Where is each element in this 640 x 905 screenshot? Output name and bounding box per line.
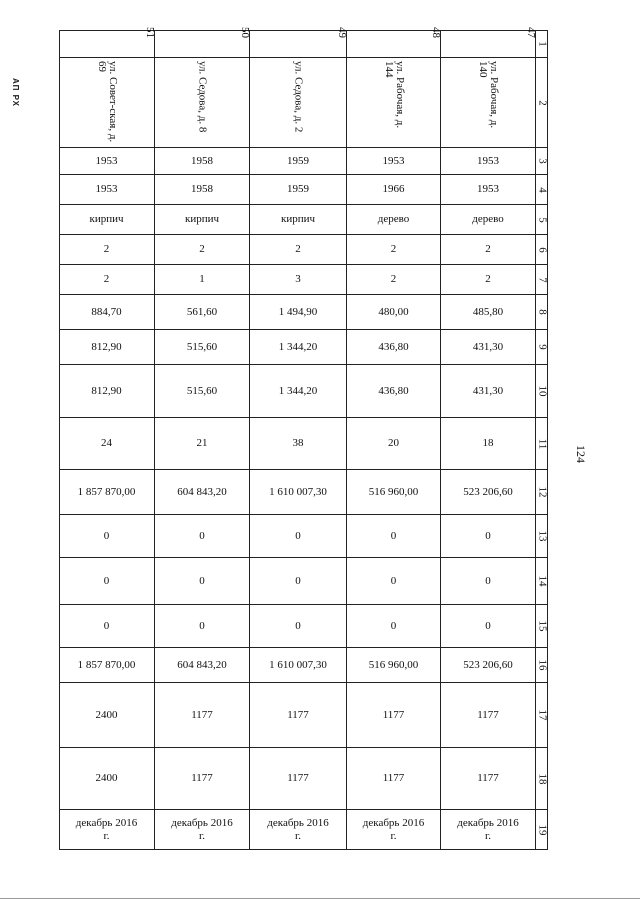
cell-value: 0 <box>103 529 110 542</box>
cell-value: дерево <box>472 213 504 225</box>
table-cell <box>347 175 441 205</box>
cell-value: 0 <box>295 619 301 632</box>
table-cell <box>347 330 441 365</box>
building-number: 48 <box>430 27 442 38</box>
table-cell <box>441 330 536 365</box>
cell-value: декабрь 2016 г. <box>362 816 425 842</box>
cell-value: 1953 <box>95 154 118 167</box>
table-cell <box>347 748 441 810</box>
table-cell <box>59 295 155 330</box>
column-number: 4 <box>536 186 548 193</box>
column-number-cell <box>536 748 548 810</box>
building-number: 47 <box>525 27 537 38</box>
table-cell <box>59 558 155 605</box>
cell-value: 0 <box>295 529 301 542</box>
building-address-cell <box>59 58 155 148</box>
cell-value: 516 960,00 <box>368 658 419 671</box>
table-cell <box>250 748 347 810</box>
building-address-cell <box>250 58 347 148</box>
table-cell <box>347 418 441 470</box>
table-cell <box>155 175 250 205</box>
cell-value: 1966 <box>382 183 405 195</box>
building-number-cell <box>250 27 348 58</box>
cell-value: 523 206,60 <box>463 485 513 498</box>
table-cell <box>250 648 347 683</box>
building-number-cell <box>441 27 537 58</box>
cell-value: 2 <box>295 243 301 255</box>
column-number: 3 <box>536 158 548 164</box>
column-number: 15 <box>536 620 548 632</box>
building-number: 51 <box>144 27 156 38</box>
building-number: 50 <box>239 27 251 38</box>
table-cell <box>347 515 441 558</box>
cell-value: 480,00 <box>378 305 409 318</box>
cell-value: 436,80 <box>378 384 409 397</box>
cell-value: 1 857 870,00 <box>77 485 136 498</box>
cell-value: 1958 <box>191 183 213 195</box>
cell-value: 20 <box>388 437 399 449</box>
table-cell <box>59 748 155 810</box>
table-cell <box>347 810 441 850</box>
cell-value: 1 610 007,30 <box>269 658 327 671</box>
table-cell <box>347 683 441 748</box>
cell-value: 2 <box>485 273 491 285</box>
column-number-cell <box>536 265 548 295</box>
column-number-cell <box>536 58 548 148</box>
cell-value: 1 494,90 <box>278 305 318 318</box>
table-cell <box>155 235 250 265</box>
cell-value: 431,30 <box>472 340 504 353</box>
table-cell <box>155 330 250 365</box>
cell-value: кирпич <box>89 213 124 225</box>
cell-value: 0 <box>485 619 491 632</box>
column-number: 11 <box>536 438 548 449</box>
building-number-cell <box>155 27 251 58</box>
table-cell <box>155 515 250 558</box>
table-cell <box>59 683 155 748</box>
table-cell <box>59 470 155 515</box>
cell-value: 812,90 <box>91 384 122 397</box>
column-number-cell <box>536 148 548 175</box>
table-cell <box>59 605 155 648</box>
table-cell <box>155 683 250 748</box>
table-cell <box>441 683 536 748</box>
cell-value: 884,70 <box>91 305 122 318</box>
table-cell <box>347 235 441 265</box>
cell-value: дерево <box>377 213 410 225</box>
table-cell <box>250 235 347 265</box>
cell-value: 1 344,20 <box>278 384 318 397</box>
column-number: 18 <box>536 773 548 784</box>
table-cell <box>250 148 347 175</box>
table-cell <box>441 418 536 470</box>
table-cell <box>347 148 441 175</box>
cell-value: 523 206,60 <box>463 658 513 671</box>
cell-value: 0 <box>485 529 491 542</box>
cell-value: 0 <box>390 529 397 542</box>
cell-value: 1953 <box>477 183 499 195</box>
table-cell <box>59 235 155 265</box>
cell-value: 0 <box>199 619 205 632</box>
table-cell <box>250 605 347 648</box>
column-number: 7 <box>536 276 548 283</box>
cell-value: 1 <box>199 273 205 285</box>
table-cell <box>59 148 155 175</box>
table-cell <box>347 558 441 605</box>
table-cell <box>155 558 250 605</box>
table-cell <box>250 470 347 515</box>
column-number: 8 <box>536 309 548 315</box>
cell-value: 2400 <box>95 772 118 784</box>
column-number-cell <box>536 683 548 748</box>
cell-value: 1953 <box>95 183 118 195</box>
column-number-cell <box>536 30 548 58</box>
cell-value: 0 <box>199 574 205 587</box>
column-number-cell <box>536 470 548 515</box>
table-cell <box>441 148 536 175</box>
table-cell <box>441 648 536 683</box>
table-cell <box>441 265 536 295</box>
table-cell <box>155 605 250 648</box>
building-number: 49 <box>336 27 348 38</box>
cell-value: 38 <box>292 437 304 449</box>
cell-value: 0 <box>295 574 301 587</box>
cell-value: декабрь 2016 г. <box>457 816 519 842</box>
table-cell <box>347 295 441 330</box>
building-address-cell <box>441 58 536 148</box>
table-cell <box>347 605 441 648</box>
column-number: 12 <box>536 486 548 498</box>
cell-value: 1959 <box>287 183 309 195</box>
table-cell <box>59 515 155 558</box>
table-cell <box>250 418 347 470</box>
cell-value: 516 960,00 <box>368 485 419 498</box>
cell-value: 431,30 <box>472 384 504 397</box>
table-cell <box>155 295 250 330</box>
table-cell <box>441 175 536 205</box>
column-number: 17 <box>536 709 548 721</box>
building-address: ул. Рабочая, д. 140 <box>477 60 500 128</box>
table-cell <box>59 365 155 418</box>
table-cell <box>155 265 250 295</box>
table-cell <box>250 205 347 235</box>
table-cell <box>59 418 155 470</box>
cell-value: 24 <box>101 437 112 449</box>
table-cell <box>347 205 441 235</box>
cell-value: 604 843,20 <box>177 485 227 498</box>
building-address: ул. Совет-ская, д. 69 <box>95 60 119 142</box>
cell-value: 2 <box>390 273 397 285</box>
cell-value: 515,60 <box>186 384 218 397</box>
table-cell <box>250 295 347 330</box>
table-cell <box>250 265 347 295</box>
cell-value: 2 <box>103 243 110 255</box>
column-number: 13 <box>536 530 548 542</box>
table-cell <box>250 683 347 748</box>
cell-value: 561,60 <box>186 305 218 318</box>
table-cell <box>155 470 250 515</box>
table-cell <box>155 810 250 850</box>
column-number-cell <box>536 365 548 418</box>
table-cell <box>441 748 536 810</box>
table-cell <box>441 605 536 648</box>
cell-value: 1958 <box>191 154 213 167</box>
table-cell <box>441 470 536 515</box>
cell-value: 21 <box>196 437 208 449</box>
cell-value: 0 <box>485 574 491 587</box>
table-cell <box>250 558 347 605</box>
table-cell <box>59 810 155 850</box>
page-number: 124 <box>574 445 588 463</box>
column-number-cell <box>536 810 548 850</box>
table-cell <box>250 810 347 850</box>
cell-value: 3 <box>295 273 301 285</box>
cell-value: 0 <box>390 574 397 587</box>
cell-value: кирпич <box>184 213 220 225</box>
table-cell <box>155 365 250 418</box>
column-number: 16 <box>536 659 548 671</box>
table-cell <box>155 648 250 683</box>
column-number: 9 <box>536 344 548 350</box>
cell-value: 0 <box>103 574 110 587</box>
column-number-cell <box>536 205 548 235</box>
cell-value: 0 <box>103 619 110 632</box>
cell-value: 1177 <box>477 772 499 784</box>
cell-value: 2400 <box>95 708 118 721</box>
column-number: 5 <box>536 216 548 223</box>
table-cell <box>59 330 155 365</box>
building-address-cell <box>155 58 250 148</box>
table-cell <box>347 365 441 418</box>
cell-value: 2 <box>390 243 397 255</box>
table-cell <box>250 515 347 558</box>
cell-value: декабрь 2016 г. <box>171 816 233 842</box>
column-number-cell <box>536 605 548 648</box>
column-number: 19 <box>536 824 548 835</box>
cell-value: 604 843,20 <box>177 658 227 671</box>
cell-value: 1177 <box>191 708 213 721</box>
cell-value: 1177 <box>382 772 405 784</box>
table-cell <box>441 235 536 265</box>
table-cell <box>441 205 536 235</box>
column-number-cell <box>536 295 548 330</box>
building-number-cell <box>59 27 156 58</box>
table-cell <box>441 515 536 558</box>
table-cell <box>347 648 441 683</box>
cell-value: кирпич <box>280 213 316 225</box>
column-number: 2 <box>536 99 548 106</box>
table-cell <box>250 330 347 365</box>
cell-value: 1953 <box>382 154 405 167</box>
table-cell <box>59 205 155 235</box>
table-cell <box>441 295 536 330</box>
column-number-cell <box>536 558 548 605</box>
cell-value: 1953 <box>477 154 499 167</box>
building-address: ул. Седова, д. 2 <box>292 60 305 132</box>
table-cell <box>155 748 250 810</box>
cell-value: 1177 <box>477 708 499 721</box>
cell-value: 1 344,20 <box>278 340 318 353</box>
cell-value: 2 <box>103 273 110 285</box>
column-number-cell <box>536 175 548 205</box>
table-cell <box>441 558 536 605</box>
column-number-cell <box>536 330 548 365</box>
table-cell <box>59 175 155 205</box>
table-cell <box>250 175 347 205</box>
building-number-cell <box>347 27 442 58</box>
table-cell <box>59 265 155 295</box>
cell-value: декабрь 2016 г. <box>75 816 138 842</box>
cell-value: 1959 <box>287 154 309 167</box>
table-cell <box>155 205 250 235</box>
building-address: ул. Рабочая, д. 144 <box>382 60 406 128</box>
column-number: 14 <box>536 575 548 587</box>
archive-stamp: АП РХ <box>11 78 20 108</box>
column-number: 10 <box>536 385 548 397</box>
cell-value: 1177 <box>382 708 405 721</box>
cell-value: декабрь 2016 г. <box>267 816 329 842</box>
cell-value: 0 <box>390 619 397 632</box>
column-number: 1 <box>536 40 548 47</box>
table-cell <box>441 365 536 418</box>
cell-value: 1177 <box>287 708 309 721</box>
column-number-cell <box>536 418 548 470</box>
cell-value: 812,90 <box>91 340 122 353</box>
cell-value: 1 610 007,30 <box>269 485 327 498</box>
table-cell <box>250 365 347 418</box>
cell-value: 0 <box>199 529 205 542</box>
cell-value: 1177 <box>191 772 213 784</box>
cell-value: 1 857 870,00 <box>77 658 136 671</box>
column-number-cell <box>536 235 548 265</box>
table-cell <box>441 810 536 850</box>
cell-value: 2 <box>199 243 205 255</box>
column-number: 6 <box>536 246 548 253</box>
cell-value: 515,60 <box>186 340 218 353</box>
cell-value: 2 <box>485 243 491 255</box>
table-cell <box>155 148 250 175</box>
building-address-cell <box>347 58 441 148</box>
column-number-cell <box>536 648 548 683</box>
table-cell <box>347 470 441 515</box>
cell-value: 18 <box>482 437 494 449</box>
table-cell <box>155 418 250 470</box>
building-address: ул. Седова, д. 8 <box>196 60 209 132</box>
table-cell <box>347 265 441 295</box>
column-number-cell <box>536 515 548 558</box>
cell-value: 436,80 <box>378 340 409 353</box>
cell-value: 1177 <box>287 772 309 784</box>
table-cell <box>59 648 155 683</box>
cell-value: 485,80 <box>472 305 504 318</box>
